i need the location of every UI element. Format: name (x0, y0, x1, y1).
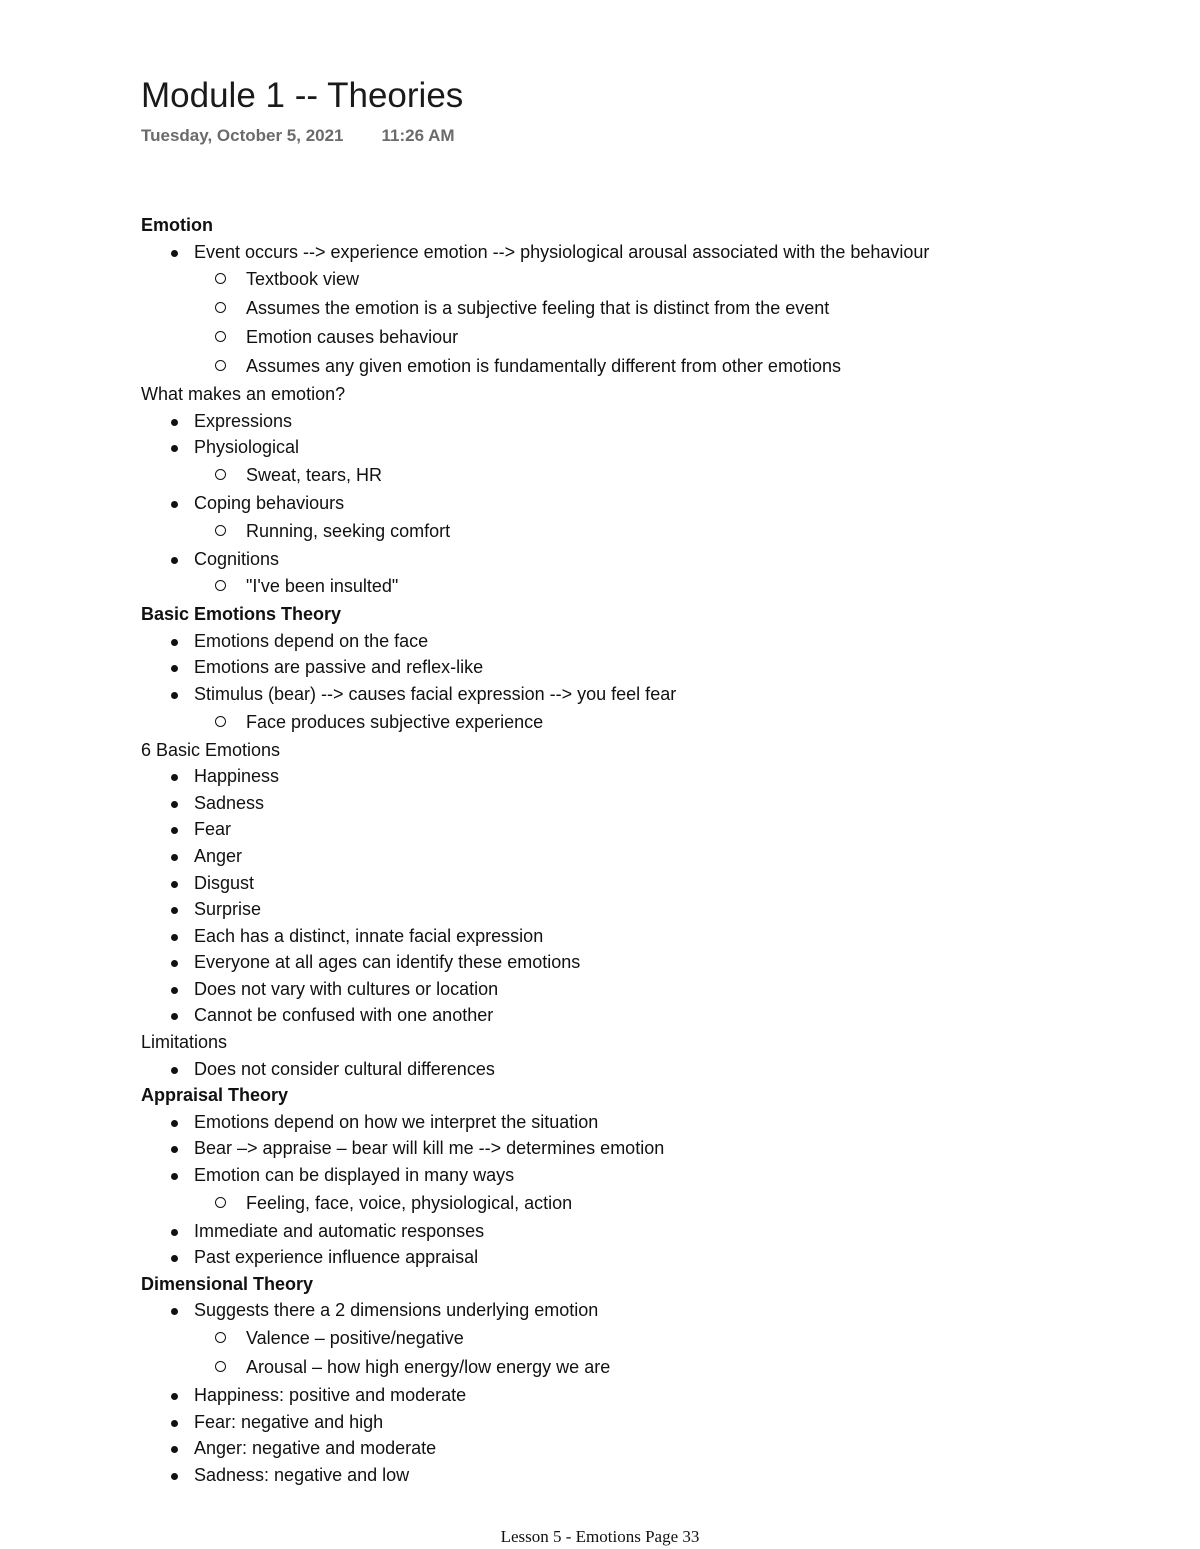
bullet-dot-icon (171, 907, 178, 914)
line-text: What makes an emotion? (141, 384, 346, 405)
line-text: Everyone at all ages can identify these emotions (194, 952, 581, 973)
list-item (141, 763, 1101, 790)
list-item (141, 896, 1101, 923)
bullet-circle-icon (215, 716, 226, 727)
list-item (141, 546, 1101, 573)
list-item (141, 1297, 1101, 1324)
line-text: Running, seeking comfort (246, 520, 451, 541)
bullet-dot-icon (171, 445, 178, 452)
list-item (141, 1162, 1101, 1189)
bullet-circle-icon (215, 273, 226, 284)
bullet-dot-icon (171, 639, 178, 646)
bullet-circle-icon (215, 580, 226, 591)
list-item (141, 790, 1101, 817)
bullet-dot-icon (171, 419, 178, 426)
line-text: Surprise (194, 899, 262, 920)
note-date: Tuesday, October 5, 2021 (141, 126, 344, 145)
bullet-dot-icon (171, 1393, 178, 1400)
line-text: Suggests there a 2 dimensions underlying emotion (194, 1300, 599, 1321)
sub-list-item (141, 352, 1101, 381)
list-item (141, 870, 1101, 897)
sub-list-item (141, 1353, 1101, 1382)
line-text: Assumes the emotion is a subjective feeling that is distinct from the event (246, 298, 830, 319)
bullet-dot-icon (171, 987, 178, 994)
bullet-circle-icon (215, 1361, 226, 1372)
line-text: Appraisal Theory (141, 1085, 289, 1106)
sub-list-item (141, 294, 1101, 323)
line-text: Stimulus (bear) --> causes facial expression --> you feel fear (194, 683, 677, 704)
bullet-dot-icon (171, 1473, 178, 1480)
page-footer: Lesson 5 - Emotions Page 33 (500, 1527, 700, 1546)
line-text: "I've been insulted" (246, 576, 399, 597)
bullet-dot-icon (171, 501, 178, 508)
section-heading (141, 1271, 1101, 1298)
line-text: Feeling, face, voice, physiological, action (246, 1192, 573, 1213)
bullet-circle-icon (215, 469, 226, 480)
list-item (141, 843, 1101, 870)
line-text: Cannot be confused with one another (194, 1005, 494, 1026)
line-text: Sweat, tears, HR (246, 464, 383, 485)
line-text: Valence – positive/negative (246, 1328, 464, 1348)
list-item (141, 1109, 1101, 1136)
sub-list-item (141, 265, 1101, 294)
line-text: Physiological (194, 437, 300, 458)
sub-list-item (141, 1324, 1101, 1353)
line-text: Fear: negative and high (194, 1411, 384, 1432)
list-item (141, 681, 1101, 708)
line-text: Does not vary with cultures or location (194, 978, 499, 999)
line-text: Emotions depend on how we interpret the situation (194, 1111, 599, 1132)
list-item (141, 1244, 1101, 1271)
bullet-dot-icon (171, 1120, 178, 1127)
bullet-dot-icon (171, 774, 178, 781)
list-item (141, 490, 1101, 517)
bullet-dot-icon (171, 250, 178, 257)
note-body (141, 212, 1101, 1488)
bullet-circle-icon (215, 360, 226, 371)
sub-list-item (141, 708, 1101, 737)
line-text: Anger: negative and moderate (194, 1438, 437, 1459)
bullet-dot-icon (171, 692, 178, 699)
sub-list-item (141, 461, 1101, 490)
list-item (141, 434, 1101, 461)
bullet-dot-icon (171, 881, 178, 888)
list-item (141, 1135, 1101, 1162)
section-heading (141, 601, 1101, 628)
bullet-dot-icon (171, 827, 178, 834)
section-label (141, 1029, 1101, 1056)
bullet-dot-icon (171, 801, 178, 808)
bullet-dot-icon (171, 1146, 178, 1153)
section-label (141, 381, 1101, 408)
sub-list-item (141, 1189, 1101, 1218)
line-text: Emotion causes behaviour (246, 327, 459, 348)
line-text: Emotion can be displayed in many ways (194, 1165, 515, 1186)
line-text: Expressions (194, 410, 293, 431)
list-item (141, 1382, 1101, 1409)
section-heading (141, 1082, 1101, 1109)
list-item (141, 1435, 1101, 1462)
line-text: Immediate and automatic responses (194, 1220, 485, 1241)
sub-list-item (141, 572, 1101, 601)
line-text: Event occurs --> experience emotion --> physiological arousal associated with the behaviour (194, 241, 930, 262)
bullet-dot-icon (171, 665, 178, 672)
line-text: Emotions depend on the face (194, 630, 429, 651)
line-text: Fear (194, 819, 232, 840)
list-item (141, 1218, 1101, 1245)
bullet-dot-icon (171, 1420, 178, 1427)
bullet-dot-icon (171, 1229, 178, 1236)
section-label (141, 737, 1101, 764)
bullet-dot-icon (171, 1255, 178, 1262)
list-item (141, 1056, 1101, 1083)
bullet-dot-icon (171, 1446, 178, 1453)
bullet-circle-icon (215, 1332, 226, 1343)
list-item (141, 949, 1101, 976)
sub-list-item (141, 323, 1101, 352)
note-timestamp (141, 126, 455, 146)
line-text: Each has a distinct, innate facial expression (194, 925, 544, 946)
line-text: Bear –> appraise – bear will kill me --> determines emotion (194, 1138, 665, 1159)
line-text: Cognitions (194, 548, 280, 569)
line-text: 6 Basic Emotions (141, 739, 281, 760)
line-text: Emotion (141, 215, 213, 235)
list-item (141, 816, 1101, 843)
line-text: Textbook view (246, 269, 360, 290)
bullet-dot-icon (171, 934, 178, 941)
bullet-circle-icon (215, 331, 226, 342)
bullet-dot-icon (171, 557, 178, 564)
list-item (141, 654, 1101, 681)
bullet-dot-icon (171, 1013, 178, 1020)
sub-list-item (141, 517, 1101, 546)
bullet-dot-icon (171, 1173, 178, 1180)
list-item (141, 1409, 1101, 1436)
line-text: Arousal – how high energy/low energy we are (246, 1357, 611, 1377)
list-item (141, 1002, 1101, 1029)
line-text: Happiness: positive and moderate (194, 1385, 467, 1405)
line-text: Sadness: negative and low (194, 1464, 410, 1485)
line-text: Happiness (194, 766, 280, 787)
list-item (141, 628, 1101, 655)
line-text: Assumes any given emotion is fundamentally different from other emotions (246, 356, 841, 377)
bullet-dot-icon (171, 1067, 178, 1074)
bullet-dot-icon (171, 1308, 178, 1315)
bullet-dot-icon (171, 960, 178, 967)
line-text: Past experience influence appraisal (194, 1247, 479, 1268)
line-text: Dimensional Theory (141, 1273, 314, 1294)
line-text: Coping behaviours (194, 492, 345, 513)
bullet-circle-icon (215, 525, 226, 536)
bullet-dot-icon (171, 854, 178, 861)
line-text: Basic Emotions Theory (141, 604, 342, 625)
list-item (141, 976, 1101, 1003)
line-text: Sadness (194, 792, 265, 813)
line-text: Does not consider cultural differences (194, 1058, 495, 1079)
section-heading (141, 212, 1101, 239)
note-time: 11:26 AM (381, 126, 455, 145)
line-text: Face produces subjective experience (246, 711, 544, 732)
list-item (141, 923, 1101, 950)
page-title: Module 1 -- Theories (141, 76, 464, 115)
bullet-circle-icon (215, 1197, 226, 1208)
line-text: Limitations (141, 1032, 228, 1053)
list-item (141, 239, 1101, 266)
list-item (141, 1462, 1101, 1489)
list-item (141, 408, 1101, 435)
line-text: Emotions are passive and reflex-like (194, 657, 484, 678)
bullet-circle-icon (215, 302, 226, 313)
line-text: Anger (194, 845, 243, 866)
line-text: Disgust (194, 872, 255, 893)
